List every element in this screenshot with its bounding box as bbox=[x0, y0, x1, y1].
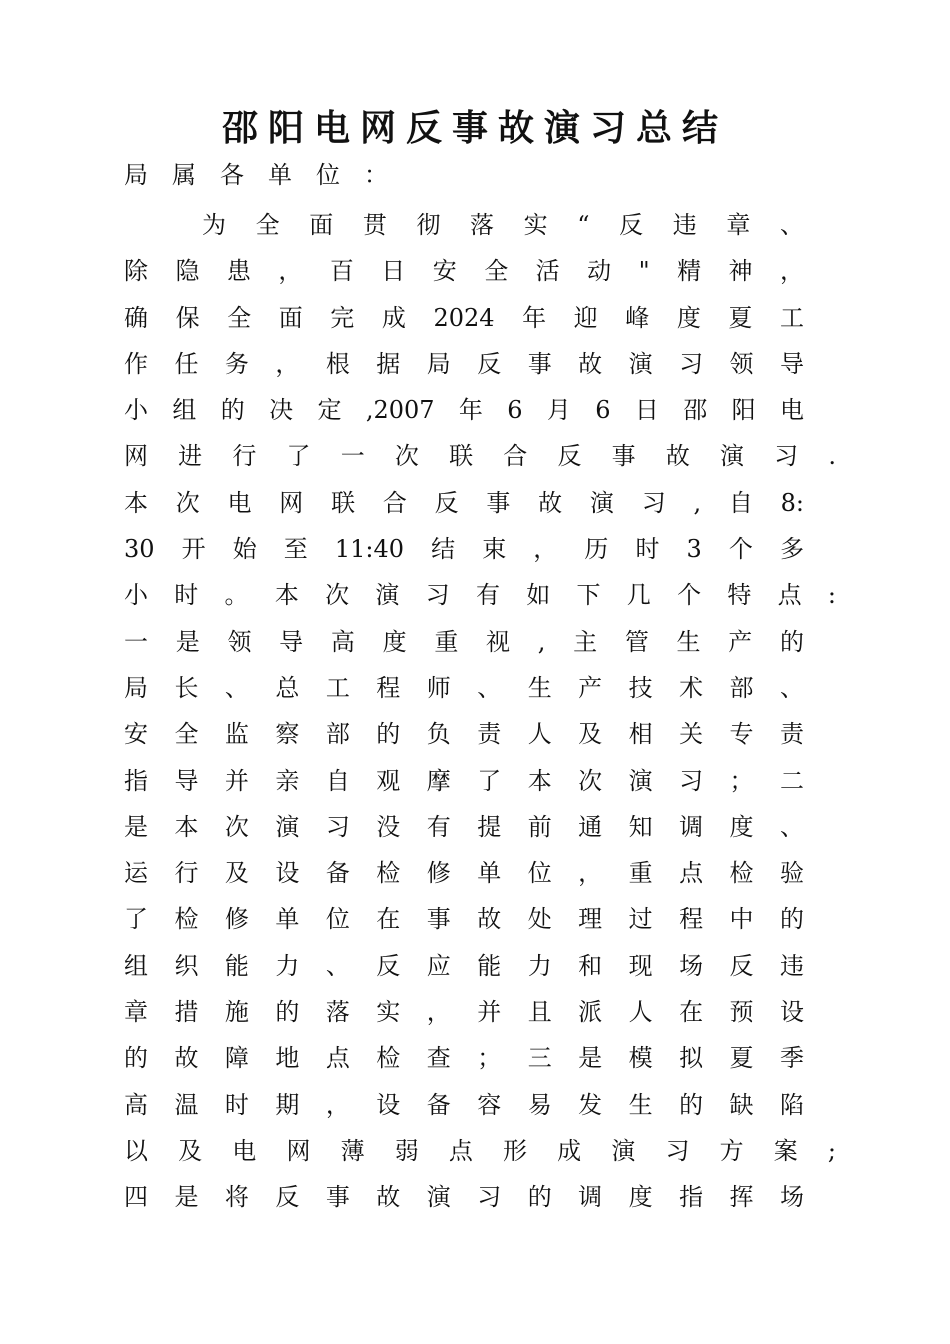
body-line: 确保全面完成2024年迎峰度夏工 bbox=[124, 303, 804, 332]
body-text bbox=[124, 202, 844, 1221]
body-line: 了检修单位在事故处理过程中的 bbox=[124, 905, 804, 934]
document-title: 邵阳电网反事故演习总结 bbox=[221, 107, 728, 149]
body-line: 是本次演习没有提前通知调度、 bbox=[124, 812, 804, 841]
body-line: 章措施的落实，并且派人在预设 bbox=[124, 998, 804, 1027]
body-line: 组织能力、反应能力和现场反违 bbox=[124, 951, 804, 980]
body-line: 运行及设备检修单位，重点检验 bbox=[124, 859, 804, 888]
body-line: 本次电网联合反事故演习,自8: bbox=[124, 488, 804, 517]
body-line: 以及电网薄弱点形成演习方案; bbox=[124, 1136, 836, 1165]
body-line: 作任务，根据局反事故演习领导 bbox=[124, 349, 804, 378]
body-line: 指导并亲自观摩了本次演习；二 bbox=[124, 766, 804, 795]
body-line: 高温时期，设备容易发生的缺陷 bbox=[124, 1090, 804, 1119]
body-line: 30开始至11:40结束，历时3个多 bbox=[124, 535, 804, 564]
body-line: 网进行了一次联合反事故演习. bbox=[124, 442, 836, 471]
body-line: 的故障地点检查；三是模拟夏季 bbox=[124, 1044, 804, 1073]
body-line: 一是领导高度重视,主管生产的 bbox=[124, 627, 804, 656]
body-line: 四是将反事故演习的调度指挥场 bbox=[124, 1183, 804, 1212]
body-line: 为全面贯彻落实“反违章、 bbox=[202, 211, 804, 239]
body-line: 局长、总工程师、生产技术部、 bbox=[124, 673, 804, 702]
body-line: 小时。本次演习有如下几个特点: bbox=[124, 581, 836, 610]
body-line: 安全监察部的负责人及相关专责 bbox=[124, 720, 804, 749]
body-line: 除隐患，百日安全活动"精神， bbox=[124, 257, 804, 286]
body-line: 小组的决定,2007年6月6日邵阳电 bbox=[124, 396, 804, 425]
salutation: 局属各单位： bbox=[124, 161, 412, 189]
